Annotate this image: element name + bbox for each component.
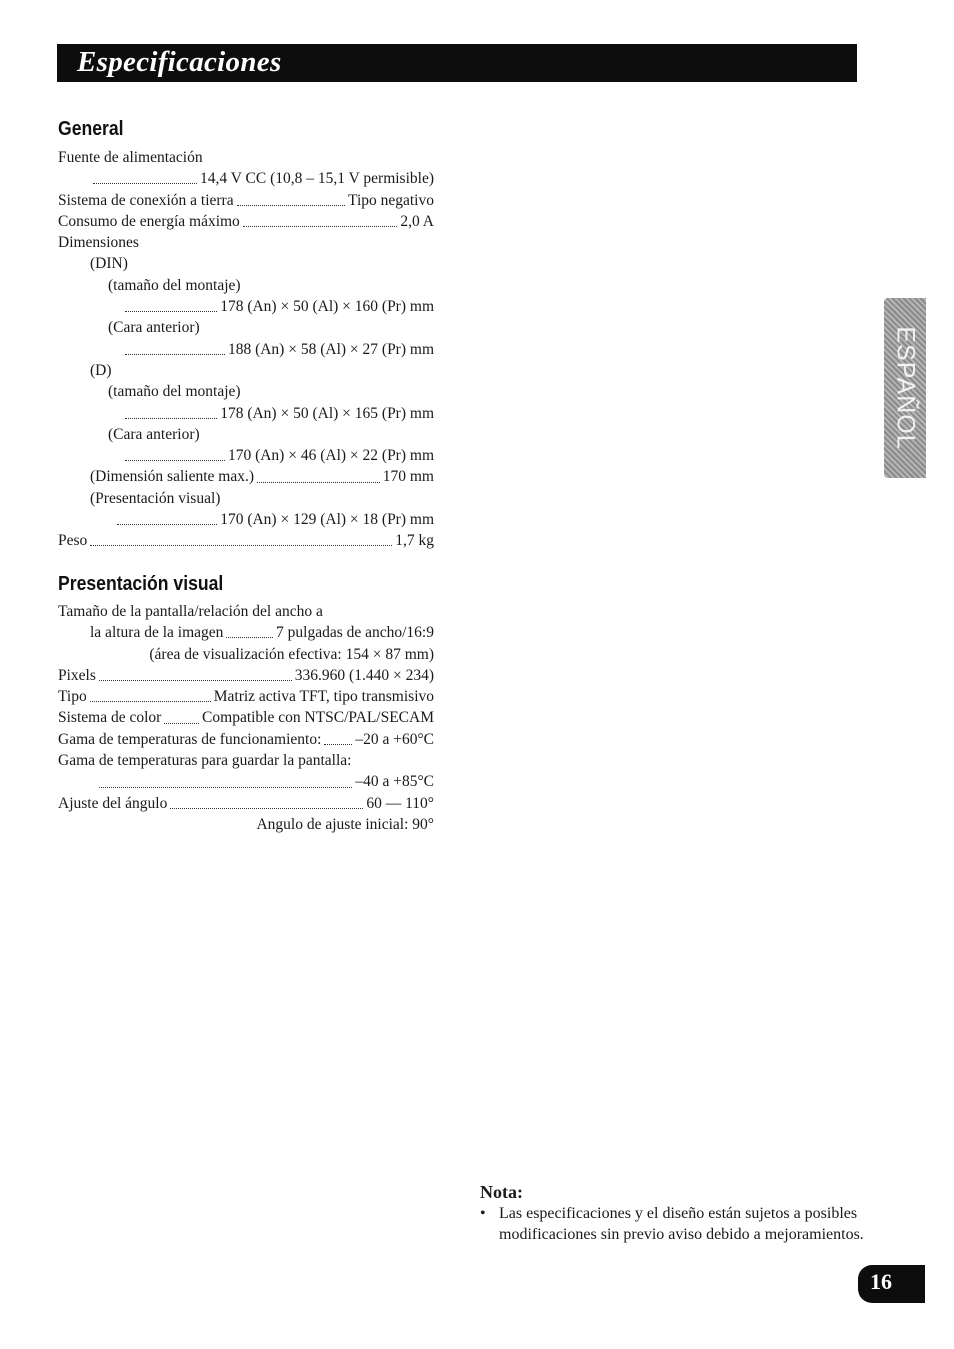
- general-spec-list: [58, 147, 434, 552]
- dot-leader: [324, 744, 352, 745]
- spec-value: –20 a +60°C: [355, 730, 434, 748]
- spec-value: Angulo de ajuste inicial: 90°: [256, 815, 434, 833]
- page-title: Especificaciones: [77, 46, 282, 78]
- spec-row: [58, 253, 434, 274]
- spec-row: [58, 445, 434, 466]
- spec-row: [58, 530, 434, 551]
- spec-row: [58, 622, 434, 643]
- spec-value: 170 (An) × 129 (Al) × 18 (Pr) mm: [220, 511, 434, 529]
- spec-label: Tamaño de la pantalla/relación del ancho a: [58, 603, 323, 620]
- note-item: [480, 1204, 865, 1245]
- language-side-tab: [884, 298, 926, 478]
- spec-row: [58, 814, 434, 835]
- spec-value: 60 — 110°: [366, 794, 434, 812]
- spec-value: Tipo negativo: [348, 191, 434, 209]
- spec-row: [58, 381, 434, 402]
- spec-label: (tamaño del montaje): [108, 276, 241, 294]
- spec-row: [58, 232, 434, 253]
- spec-label: la altura de la imagen: [90, 624, 224, 642]
- spec-row: [58, 296, 434, 317]
- spec-label: Sistema de conexión a tierra: [58, 191, 234, 209]
- dot-leader: [257, 482, 380, 483]
- spec-value: 178 (An) × 50 (Al) × 165 (Pr) mm: [220, 404, 434, 422]
- spec-row: [58, 686, 434, 707]
- spec-value: (área de visualización efectiva: 154 × 87 mm): [149, 645, 434, 663]
- spec-label: Sistema de color: [58, 709, 162, 727]
- page-number-badge: [858, 1265, 925, 1303]
- dot-leader: [125, 311, 217, 312]
- note-list: [480, 1204, 865, 1245]
- spec-label: Gama de temperaturas de funcionamiento:: [58, 730, 322, 748]
- spec-value: 170 mm: [382, 468, 434, 486]
- note-heading: Nota:: [480, 1182, 523, 1202]
- spec-label: (Cara anterior): [108, 425, 200, 443]
- dot-leader: [164, 723, 199, 724]
- bullet-icon: •: [480, 1205, 486, 1222]
- spec-row: [58, 339, 434, 360]
- spec-row: [58, 403, 434, 424]
- spec-value: Compatible con NTSC/PAL/SECAM: [202, 709, 434, 727]
- spec-label: Dimensiones: [58, 234, 139, 252]
- spec-label: (DIN): [90, 255, 128, 273]
- spec-value: 2,0 A: [400, 212, 434, 230]
- spec-value: 178 (An) × 50 (Al) × 160 (Pr) mm: [220, 298, 434, 316]
- spec-row: [58, 729, 434, 750]
- page-number: 16: [870, 1269, 892, 1294]
- spec-label: (tamaño del montaje): [108, 383, 241, 401]
- spec-row: [58, 601, 434, 622]
- spec-label: (Presentación visual): [90, 489, 221, 507]
- spec-row: [58, 275, 434, 296]
- spec-label: (Cara anterior): [108, 319, 200, 337]
- spec-label: Tipo: [58, 688, 87, 706]
- spec-row: [58, 644, 434, 665]
- spec-label: Pixels: [58, 666, 96, 684]
- spec-label: (D): [90, 361, 112, 379]
- language-label: ESPAÑOL: [891, 326, 920, 450]
- note-text: Las especificaciones y el diseño están sujetos a posibles modificaciones sin previo aviso debido a mejoramientos.: [499, 1205, 864, 1243]
- dot-leader: [237, 205, 345, 206]
- dot-leader: [90, 701, 211, 702]
- dot-leader: [99, 680, 292, 681]
- section-heading-general: General: [58, 118, 124, 140]
- spec-row: [58, 424, 434, 445]
- spec-label: (Dimensión saliente max.): [90, 468, 254, 486]
- spec-label: Peso: [58, 532, 88, 550]
- spec-value: 336.960 (1.440 × 234): [294, 666, 434, 684]
- spec-value: 1,7 kg: [395, 532, 434, 550]
- dot-leader: [117, 524, 217, 525]
- dot-leader: [170, 808, 363, 809]
- spec-row: [58, 707, 434, 728]
- spec-value: 170 (An) × 46 (Al) × 22 (Pr) mm: [227, 447, 434, 465]
- spec-row: [58, 466, 434, 487]
- spec-row: [58, 488, 434, 509]
- spec-row: [58, 771, 434, 792]
- dot-leader: [99, 787, 352, 788]
- dot-leader: [226, 637, 273, 638]
- spec-label: Fuente de alimentación: [58, 149, 203, 166]
- spec-row: [58, 190, 434, 211]
- spec-label: Ajuste del ángulo: [58, 794, 168, 812]
- dot-leader: [243, 226, 398, 227]
- spec-value: 7 pulgadas de ancho/16:9: [276, 624, 434, 642]
- dot-leader: [125, 418, 217, 419]
- spec-value: 188 (An) × 58 (Al) × 27 (Pr) mm: [227, 340, 434, 358]
- spec-row: [58, 509, 434, 530]
- spec-label: Consumo de energía máximo: [58, 212, 240, 230]
- spec-row: [58, 665, 434, 686]
- dot-leader: [90, 545, 392, 546]
- section-heading-display: Presentación visual: [58, 573, 224, 595]
- spec-label: Gama de temperaturas para guardar la pantalla:: [58, 752, 352, 770]
- display-spec-list: [58, 601, 434, 835]
- spec-row: [58, 317, 434, 338]
- spec-row: [58, 147, 434, 168]
- dot-leader: [93, 183, 197, 184]
- dot-leader: [125, 460, 225, 461]
- title-banner: [57, 44, 857, 82]
- spec-row: [58, 360, 434, 381]
- spec-row: [58, 750, 434, 771]
- spec-row: [58, 793, 434, 814]
- spec-value: –40 a +85°C: [355, 773, 434, 791]
- spec-row: [58, 211, 434, 232]
- spec-row: [58, 168, 434, 189]
- spec-value: Matriz activa TFT, tipo transmisivo: [213, 688, 434, 706]
- dot-leader: [125, 354, 225, 355]
- spec-value: 14,4 V CC (10,8 – 15,1 V permisible): [200, 170, 434, 188]
